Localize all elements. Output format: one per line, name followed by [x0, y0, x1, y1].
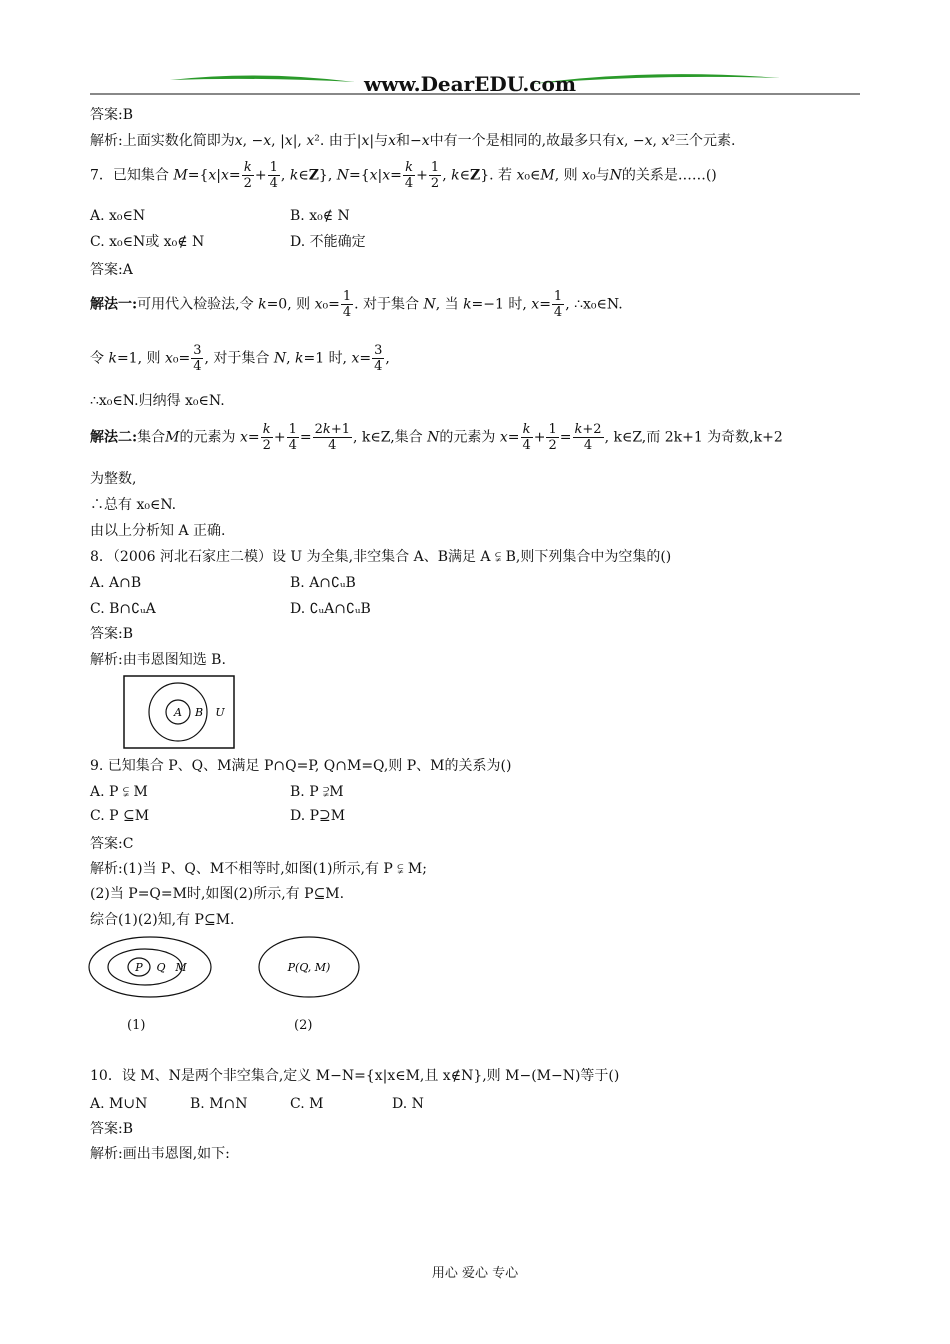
q7-option-a: A. x₀∈N [90, 208, 146, 224]
header-logo-text: www.DearEDU.com [363, 72, 577, 96]
q8-venn-label-a: A [174, 706, 182, 719]
q9-explanation-3: 综合(1)(2)知,有 P⊆M. [90, 912, 235, 928]
q9-stem: 9. 已知集合 P、Q、M满足 P∩Q=P, Q∩M=Q,则 P、M的关系为() [90, 758, 512, 774]
q9-option-d: D. P⊇M [290, 808, 346, 824]
q9-venn-diagrams [88, 935, 388, 1001]
q10-option-d: D. N [392, 1096, 424, 1112]
q7-method1-line2: 令 k=1, 则 x₀= $\frac{3}{4}$ , 对于集合 N, k=1 时, x= $\frac{3}{4}$ , [90, 343, 390, 374]
q9-option-b: B. P ⫌M [290, 784, 344, 800]
q7-stem: 7．已知集合 M={x|x= $\frac{k}{2}$ + $\frac{1}{4}$ , k∈Z}, N={x|x= $\frac{k}{4}$ + $\frac{1}{2}$ , k∈Z}. 若 x₀∈M, 则 x₀与N的关系是……() [90, 160, 717, 191]
q7-method2-line2: 为整数, [90, 471, 137, 487]
q7-option-b: B. x₀∉ N [290, 208, 350, 224]
q10-option-b: B. M∩N [190, 1096, 248, 1112]
q7-option-d: D. 不能确定 [290, 234, 366, 250]
q9-answer: 答案:C [90, 836, 134, 852]
header-swoosh-logo [90, 64, 860, 104]
q10-option-a: A. M∪N [90, 1096, 148, 1112]
q9-fig1-caption: (1) [127, 1018, 146, 1033]
q9-fig1-label-m: M [175, 961, 187, 974]
q8-explanation: 解析:由韦恩图知选 B. [90, 652, 226, 668]
q7-method1-line1: 解法一:可用代入检验法,令 k=0, 则 x₀= $\frac{1}{4}$ . 对于集合 N, 当 k=−1 时, x= $\frac{1}{4}$ , ∴x₀∈N. [90, 289, 623, 320]
q9-fig1-label-q: Q [156, 961, 166, 974]
q8-stem: 8．（2006 河北石家庄二模）设 U 为全集,非空集合 A、B满足 A ⫋ B,则下列集合中为空集的() [90, 549, 672, 565]
q7-method1-line3: ∴x₀∈N.归纳得 x₀∈N. [90, 393, 225, 409]
q9-fig2-caption: (2) [294, 1018, 313, 1033]
q6-explanation: 解析:上面实数化简即为x, −x, |x|, x². 由于|x|与x和−x中有一个是相同的,故最多只有x, −x, x²三个元素. [90, 133, 736, 149]
q10-answer: 答案:B [90, 1121, 134, 1137]
q7-method2-line1: 解法二:集合M的元素为 x= $\frac{k}{2}$ + $\frac{1}{4}$ = $\frac{2k+1}{4}$ , k∈Z,集合 N的元素为 x= $\frac{k}{4}$ + $\frac{1}{2}$ = $\frac{k+2}{4}$ , k∈Z,而 2k+1 为奇数,k+2 [90, 422, 783, 453]
q7-answer: 答案:A [90, 262, 133, 278]
q9-explanation-2: (2)当 P=Q=M时,如图(2)所示,有 P⊆M. [90, 886, 345, 902]
q7-method2-line4: 由以上分析知 A 正确. [90, 523, 226, 539]
q8-option-b: B. A∩∁ᵤB [290, 575, 356, 591]
q9-option-c: C. P ⊆M [90, 808, 150, 824]
q8-venn-diagram [123, 675, 235, 749]
q9-fig2-label: P(Q, M) [287, 961, 331, 974]
page-footer: 用心 爱心 专心 [431, 1266, 519, 1281]
q6-answer: 答案:B [90, 107, 134, 123]
header-banner [90, 64, 860, 104]
q8-option-a: A. A∩B [90, 575, 142, 591]
q9-option-a: A. P ⫋ M [90, 784, 148, 800]
q7-method2-line3: ∴总有 x₀∈N. [90, 497, 177, 513]
q9-explanation-1: 解析:(1)当 P、Q、M不相等时,如图(1)所示,有 P ⫋ M; [90, 861, 427, 877]
q10-stem: 10．设 M、N是两个非空集合,定义 M−N={x|x∈M,且 x∉N},则 M−(M−N)等于() [90, 1068, 620, 1084]
q10-option-c: C. M [290, 1096, 324, 1112]
q9-fig1-label-p: P [135, 961, 143, 974]
q7-option-c: C. x₀∈N或 x₀∉ N [90, 234, 205, 250]
q8-venn-label-u: U [215, 706, 225, 719]
q10-explanation: 解析:画出韦恩图,如下: [90, 1146, 230, 1162]
q8-option-c: C. B∩∁ᵤA [90, 601, 156, 617]
q8-option-d: D. ∁ᵤA∩∁ᵤB [290, 601, 371, 617]
q8-venn-label-b: B [194, 706, 204, 719]
q8-answer: 答案:B [90, 626, 134, 642]
